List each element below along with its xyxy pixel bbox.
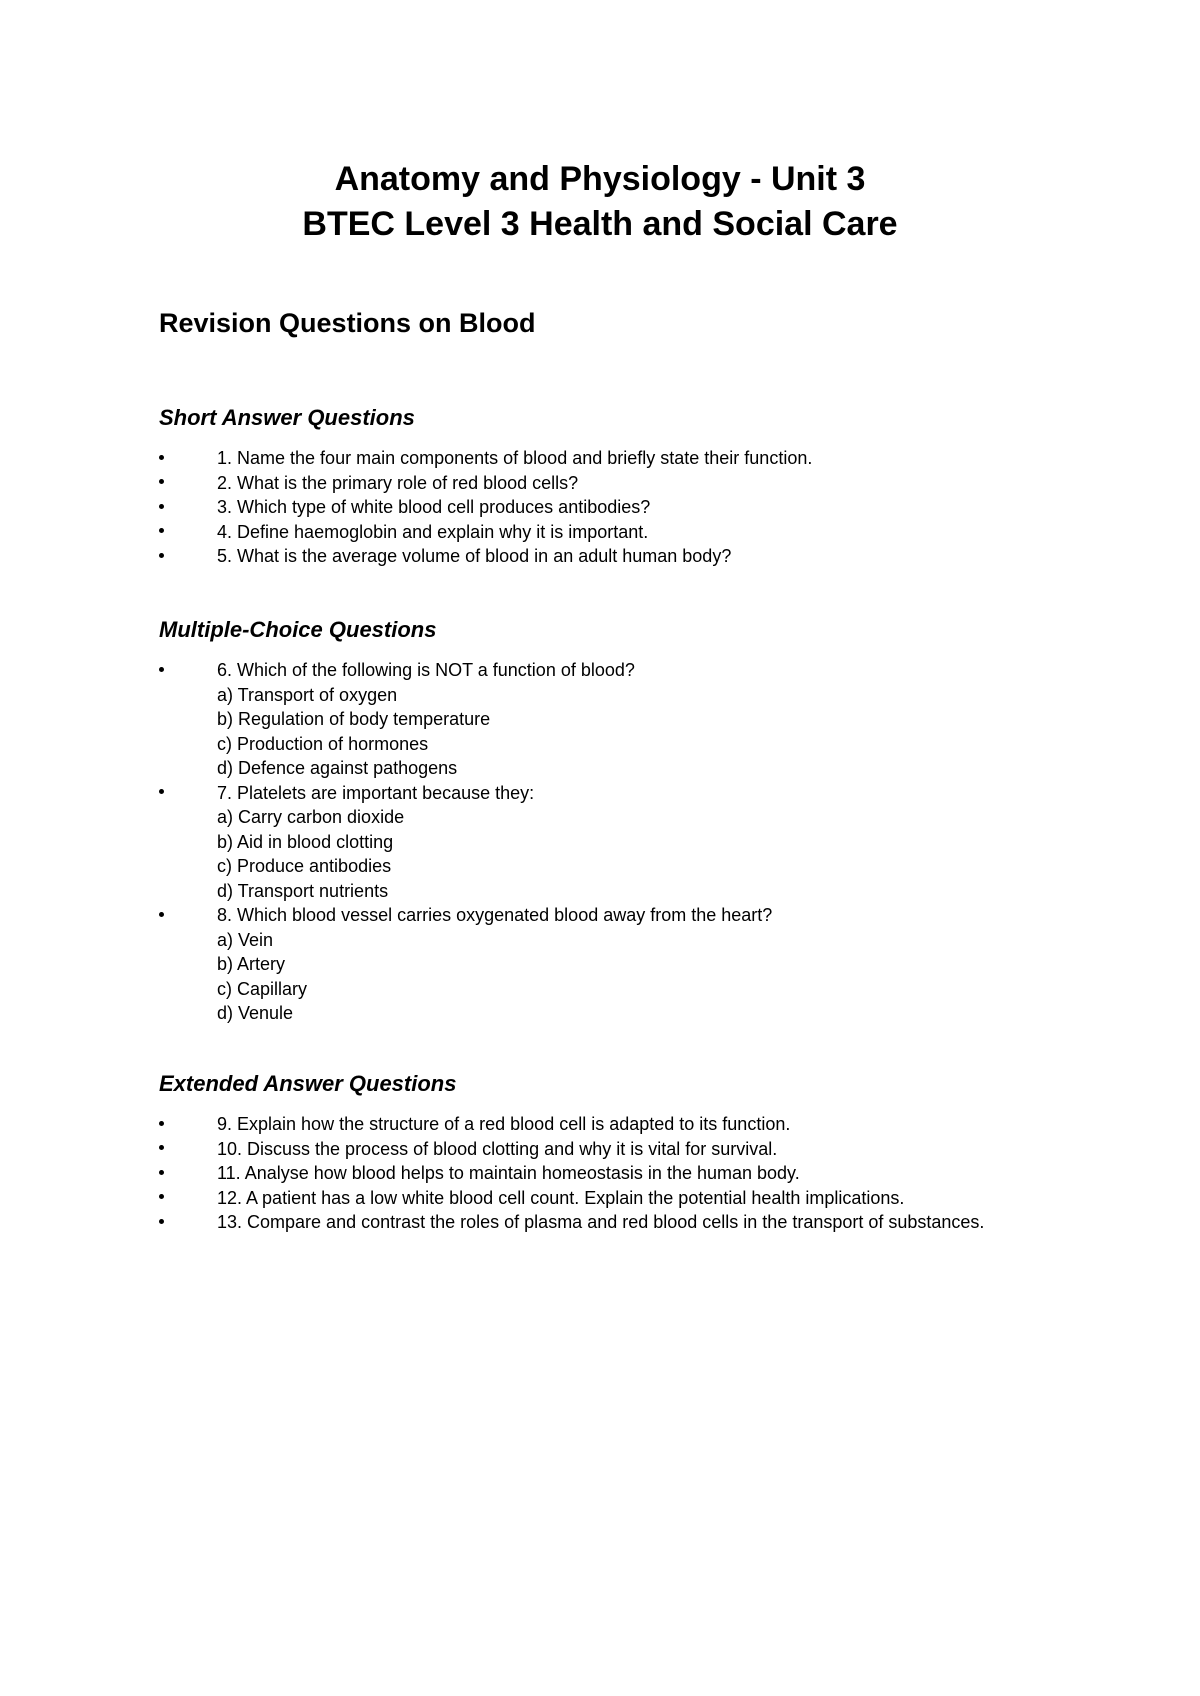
question-text: 6. Which of the following is NOT a function of blood?	[217, 660, 635, 680]
question-text: 9. Explain how the structure of a red blood cell is adapted to its function.	[217, 1114, 791, 1134]
question-text: 13. Compare and contrast the roles of plasma and red blood cells in the transport of substances.	[217, 1212, 985, 1232]
list-item	[159, 903, 1039, 1026]
bullet-icon	[159, 1186, 179, 1211]
list-item	[159, 1186, 1039, 1211]
extended-answer-heading: Extended Answer Questions	[159, 1071, 457, 1096]
bullet-icon	[159, 495, 179, 520]
answer-option: c) Produce antibodies	[217, 856, 392, 876]
question-text: 3. Which type of white blood cell produces antibodies?	[217, 497, 651, 517]
answer-option: c) Production of hormones	[217, 733, 429, 754]
answer-option: d) Defence against pathogens	[217, 758, 458, 778]
answer-option: a) Vein	[217, 929, 274, 950]
extended-answer-list	[159, 1112, 1039, 1235]
question-text: 11. Analyse how blood helps to maintain homeostasis in the human body.	[217, 1163, 800, 1183]
answer-option: b) Aid in blood clotting	[217, 831, 394, 852]
bullet-icon	[159, 544, 179, 569]
bullet-icon	[159, 1137, 179, 1162]
list-item	[159, 781, 1039, 904]
short-answer-heading: Short Answer Questions	[159, 405, 415, 430]
main-heading: Revision Questions on Blood	[159, 308, 536, 338]
list-item	[159, 544, 1039, 569]
bullet-icon	[159, 781, 179, 806]
bullet-icon	[159, 471, 179, 496]
answer-option: b) Artery	[217, 954, 286, 974]
multiple-choice-list	[159, 658, 1039, 1026]
question-text: 1. Name the four main components of blood and briefly state their function.	[217, 448, 813, 468]
bullet-icon	[159, 1161, 179, 1186]
question-text: 4. Define haemoglobin and explain why it is important.	[217, 521, 649, 542]
bullet-icon	[159, 446, 179, 471]
question-text: 10. Discuss the process of blood clotting and why it is vital for survival.	[217, 1138, 778, 1159]
bullet-icon	[159, 903, 179, 928]
question-text: 12. A patient has a low white blood cell count. Explain the potential health implications.	[217, 1187, 905, 1208]
answer-option: a) Transport of oxygen	[217, 684, 398, 705]
bullet-icon	[159, 1112, 179, 1137]
answer-option: d) Venule	[217, 1003, 294, 1023]
title-line-1: Anatomy and Physiology - Unit 3	[334, 160, 866, 198]
list-item	[159, 520, 1039, 545]
list-item	[159, 658, 1039, 781]
list-item	[159, 495, 1039, 520]
question-text: 7. Platelets are important because they:	[217, 782, 535, 803]
bullet-icon	[159, 658, 179, 683]
list-item	[159, 1137, 1039, 1162]
list-item	[159, 1210, 1039, 1235]
bullet-icon	[159, 1210, 179, 1235]
list-item	[159, 471, 1039, 496]
title-line-2: BTEC Level 3 Health and Social Care	[302, 205, 898, 243]
question-text: 2. What is the primary role of red blood cells?	[217, 472, 579, 493]
answer-option: b) Regulation of body temperature	[217, 709, 491, 729]
answer-option: d) Transport nutrients	[217, 880, 389, 901]
list-item	[159, 1161, 1039, 1186]
list-item	[159, 1112, 1039, 1137]
short-answer-list	[159, 446, 1039, 569]
multiple-choice-heading: Multiple-Choice Questions	[159, 617, 437, 642]
answer-option: c) Capillary	[217, 978, 308, 999]
bullet-icon	[159, 520, 179, 545]
answer-option: a) Carry carbon dioxide	[217, 807, 405, 827]
list-item	[159, 446, 1039, 471]
document-title	[0, 157, 1200, 247]
question-text: 8. Which blood vessel carries oxygenated blood away from the heart?	[217, 905, 773, 925]
question-text: 5. What is the average volume of blood in an adult human body?	[217, 546, 732, 566]
